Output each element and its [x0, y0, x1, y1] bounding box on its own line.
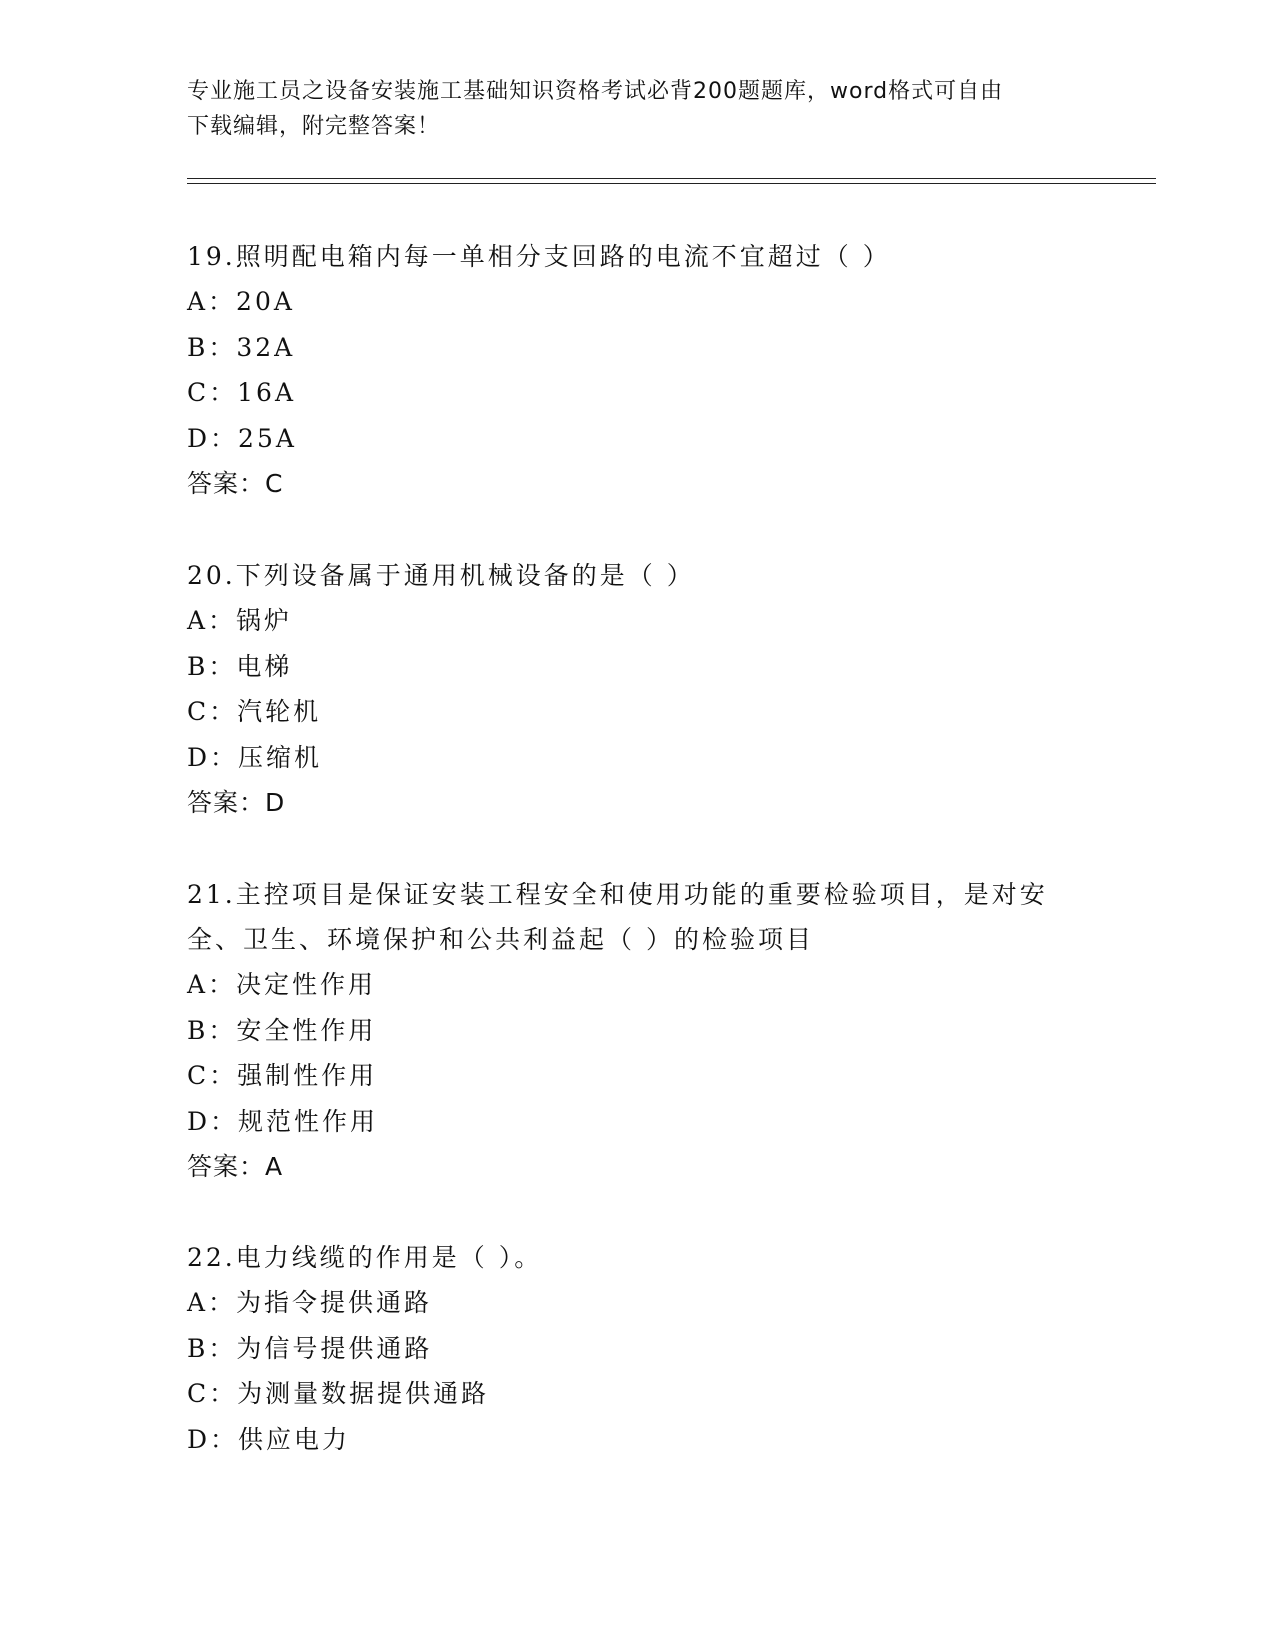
- answer: 答案：A: [187, 1152, 284, 1181]
- option-d: D：25A: [187, 423, 297, 453]
- option-a: A：为指令提供通路: [187, 1288, 433, 1317]
- question-text-line-1: 21.主控项目是保证安装工程安全和使用功能的重要检验项目，是对安: [187, 880, 1048, 909]
- option-c: C：为测量数据提供通路: [187, 1379, 490, 1408]
- option-c: C：汽轮机: [187, 697, 322, 726]
- document-header: [187, 74, 1087, 144]
- option-c: C：16A: [187, 378, 296, 407]
- answer: 答案：D: [187, 788, 286, 817]
- option-d: D：供应电力: [187, 1424, 351, 1454]
- header-divider-bottom: [187, 183, 1156, 184]
- option-d: D：规范性作用: [187, 1106, 379, 1136]
- question-text: 19.照明配电箱内每一单相分支回路的电流不宜超过（ ）: [187, 242, 891, 271]
- option-a: A：锅炉: [187, 606, 293, 635]
- answer: 答案：C: [187, 469, 284, 498]
- option-b: B：为信号提供通路: [187, 1333, 433, 1363]
- option-b: B：安全性作用: [187, 1015, 377, 1045]
- option-d: D：压缩机: [187, 742, 323, 772]
- question-21: [187, 872, 1087, 1189]
- question-22: [187, 1235, 1087, 1462]
- option-b: B：32A: [187, 332, 296, 362]
- option-c: C：强制性作用: [187, 1061, 378, 1090]
- question-text: 20.下列设备属于通用机械设备的是（ ）: [187, 561, 695, 590]
- question-20: [187, 553, 1087, 825]
- question-19: [187, 234, 1087, 506]
- option-a: A：20A: [187, 287, 295, 316]
- question-text: 22.电力线缆的作用是（ ）。: [187, 1243, 543, 1272]
- header-line-1: 专业施工员之设备安装施工基础知识资格考试必背200题题库，word格式可自由: [187, 79, 1004, 104]
- header-line-2: 下载编辑，附完整答案！: [187, 114, 441, 139]
- option-a: A：决定性作用: [187, 970, 377, 999]
- option-b: B：电梯: [187, 651, 293, 681]
- question-text-line-2: 全、卫生、环境保护和公共利益起（ ）的检验项目: [187, 925, 814, 954]
- header-divider-top: [187, 178, 1156, 179]
